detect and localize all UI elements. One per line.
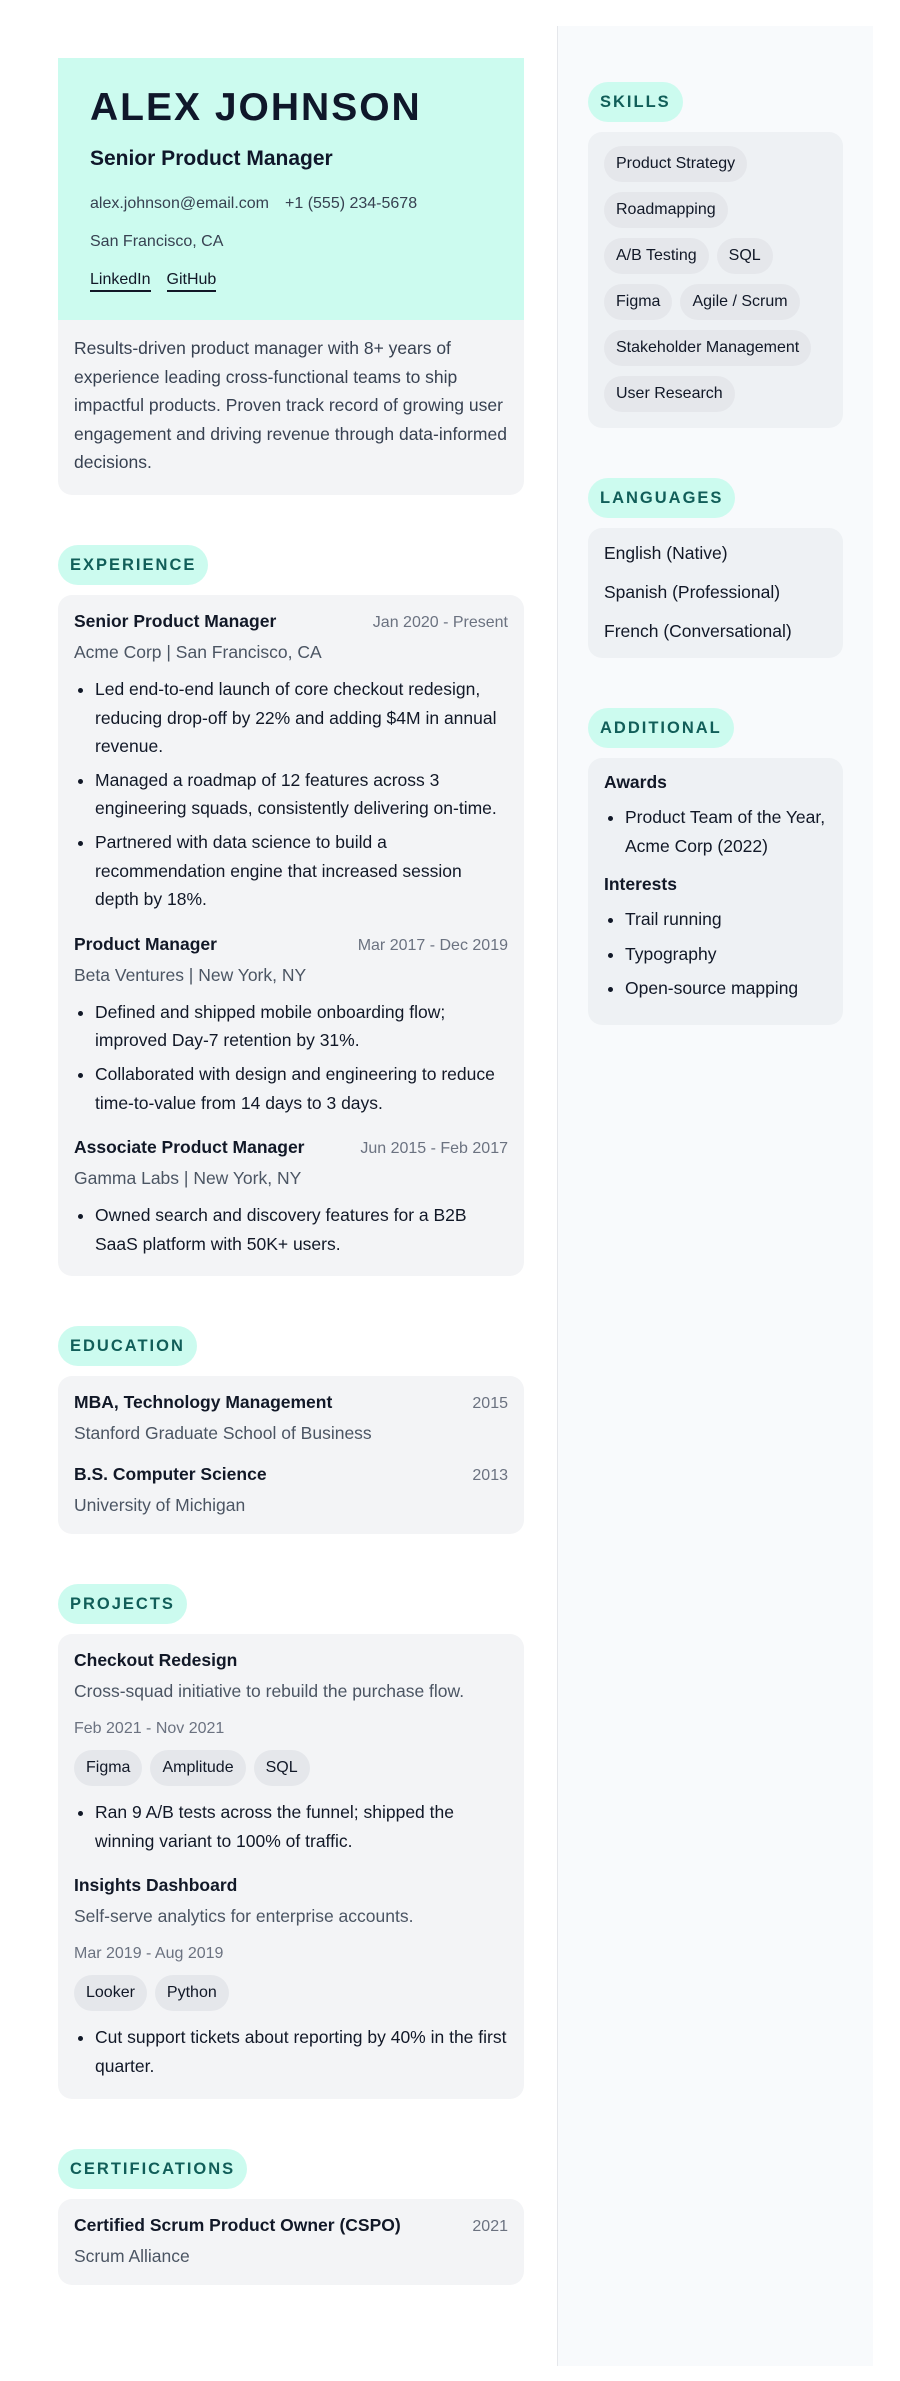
bullet-item: • Partnered with data science to build a recommendation engine that increased session depth by 18%.	[95, 828, 508, 914]
education-card	[58, 1376, 524, 1534]
email-text[interactable]: alex.johnson@email.com	[90, 195, 269, 212]
additional-heading: ADDITIONAL	[588, 708, 734, 748]
interest-item: • Open-source mapping	[625, 974, 827, 1003]
project-tags	[74, 1750, 508, 1786]
github-link[interactable]: GitHub	[167, 271, 217, 292]
tool-tag: SQL	[254, 1750, 310, 1786]
summary-text: Results-driven product manager with 8+ years of experience leading cross-functional teams to ship impactful products. Proven track record of growing user engagement and driving revenue through data-informed decisions.	[58, 320, 524, 495]
degree-name: MBA, Technology Management	[74, 1392, 333, 1413]
awards-heading: Awards	[604, 772, 667, 792]
languages-section	[588, 478, 843, 658]
degree-name: B.S. Computer Science	[74, 1464, 267, 1485]
tool-tag: Python	[155, 1975, 229, 2011]
language-item: Spanish (Professional)	[604, 582, 781, 602]
project-entry	[74, 1650, 508, 1855]
projects-section	[58, 1584, 524, 2098]
project-tags	[74, 1975, 508, 2011]
location-text: San Francisco, CA	[90, 233, 224, 250]
skill-tag: SQL	[717, 238, 773, 274]
skills-list	[604, 146, 827, 412]
education-section	[58, 1326, 524, 1534]
project-name: Checkout Redesign	[74, 1650, 238, 1671]
skill-tag: Roadmapping	[604, 192, 728, 228]
certifications-heading: CERTIFICATIONS	[58, 2149, 247, 2189]
languages-heading: LANGUAGES	[588, 478, 735, 518]
interests-list	[604, 905, 827, 1003]
project-description: Cross-squad initiative to rebuild the purchase flow.	[74, 1681, 465, 1702]
entry-role: Senior Product Manager	[74, 610, 277, 631]
language-item: French (Conversational)	[604, 621, 792, 641]
education-entry	[74, 1464, 508, 1516]
bullet-item: • Managed a roadmap of 12 features across 3 engineering squads, consistently delivering on-time.	[95, 766, 508, 823]
bullet-item: • Owned search and discovery features for a B2B SaaS platform with 50K+ users.	[95, 1201, 508, 1258]
entry-date: Mar 2017 - Dec 2019	[357, 936, 508, 954]
additional-card	[588, 758, 843, 1025]
bullet-list	[74, 998, 508, 1117]
project-name: Insights Dashboard	[74, 1875, 238, 1896]
entry-role: Associate Product Manager	[74, 1137, 305, 1158]
education-heading: EDUCATION	[58, 1326, 197, 1366]
linkedin-link[interactable]: LinkedIn	[90, 271, 151, 292]
interest-item: • Typography	[625, 940, 827, 969]
project-date: Feb 2021 - Nov 2021	[74, 1720, 225, 1738]
projects-card	[58, 1634, 524, 2098]
contact-row	[90, 195, 492, 213]
degree-year: 2015	[472, 1395, 508, 1413]
interests-heading: Interests	[604, 874, 677, 895]
bullet-item: • Ran 9 A/B tests across the funnel; shipped the winning variant to 100% of traffic.	[95, 1798, 508, 1855]
experience-entry	[74, 1137, 508, 1258]
interest-item: • Trail running	[625, 905, 827, 934]
tool-tag: Looker	[74, 1975, 147, 2011]
award-item: • Product Team of the Year, Acme Corp (2022)	[625, 803, 827, 860]
skill-tag: Figma	[604, 284, 672, 320]
bullet-item: • Collaborated with design and engineering to reduce time-to-value from 14 days to 3 days.	[95, 1060, 508, 1117]
project-description: Self-serve analytics for enterprise accounts.	[74, 1906, 414, 1927]
entry-company: Acme Corp | San Francisco, CA	[74, 641, 322, 662]
profile-links	[90, 271, 492, 292]
degree-year: 2013	[472, 1467, 508, 1485]
entry-role: Product Manager	[74, 933, 217, 954]
entry-company: Beta Ventures | New York, NY	[74, 964, 307, 985]
certifications-card	[58, 2199, 524, 2285]
certification-issuer: Scrum Alliance	[74, 2245, 190, 2266]
certification-name: Certified Scrum Product Owner (CSPO)	[74, 2214, 401, 2235]
skill-tag: A/B Testing	[604, 238, 709, 274]
education-entry	[74, 1392, 508, 1444]
entry-date: Jun 2015 - Feb 2017	[360, 1140, 508, 1158]
main-column	[58, 58, 524, 2285]
certifications-section	[58, 2149, 524, 2285]
tool-tag: Amplitude	[150, 1750, 245, 1786]
experience-card	[58, 595, 524, 1276]
language-item: English (Native)	[604, 543, 728, 563]
bullet-item: • Defined and shipped mobile onboarding flow; improved Day-7 retention by 31%.	[95, 998, 508, 1055]
bullet-list	[74, 1201, 508, 1258]
candidate-name: ALEX JOHNSON	[90, 86, 422, 129]
skills-heading: SKILLS	[588, 82, 683, 122]
bullet-list	[74, 2023, 508, 2080]
phone-text[interactable]: +1 (555) 234-5678	[285, 195, 418, 212]
certification-entry	[74, 2215, 508, 2267]
bullet-list	[74, 1798, 508, 1855]
entry-company: Gamma Labs | New York, NY	[74, 1168, 302, 1189]
school-name: University of Michigan	[74, 1495, 246, 1516]
experience-heading: EXPERIENCE	[58, 545, 208, 585]
candidate-title: Senior Product Manager	[90, 147, 333, 170]
resume-header	[58, 58, 524, 320]
bullet-item: • Led end-to-end launch of core checkout redesign, reducing drop-off by 22% and adding $4M in annual revenue.	[95, 675, 508, 761]
sidebar-column	[557, 26, 873, 2366]
skill-tag: User Research	[604, 376, 735, 412]
additional-section	[588, 708, 843, 1025]
bullet-list	[74, 675, 508, 914]
school-name: Stanford Graduate School of Business	[74, 1423, 372, 1444]
tool-tag: Figma	[74, 1750, 142, 1786]
experience-entry	[74, 934, 508, 1117]
skills-section	[588, 82, 843, 428]
awards-list	[604, 803, 827, 860]
experience-entry	[74, 611, 508, 914]
certification-year: 2021	[472, 2217, 508, 2235]
project-date: Mar 2019 - Aug 2019	[74, 1945, 224, 1963]
skill-tag: Agile / Scrum	[680, 284, 799, 320]
bullet-item: • Cut support tickets about reporting by 40% in the first quarter.	[95, 2023, 508, 2080]
projects-heading: PROJECTS	[58, 1584, 187, 1624]
project-entry	[74, 1875, 508, 2080]
languages-card	[588, 528, 843, 658]
entry-date: Jan 2020 - Present	[372, 613, 508, 631]
skill-tag: Stakeholder Management	[604, 330, 811, 366]
skills-card	[588, 132, 843, 428]
skill-tag: Product Strategy	[604, 146, 747, 182]
experience-section	[58, 545, 524, 1276]
